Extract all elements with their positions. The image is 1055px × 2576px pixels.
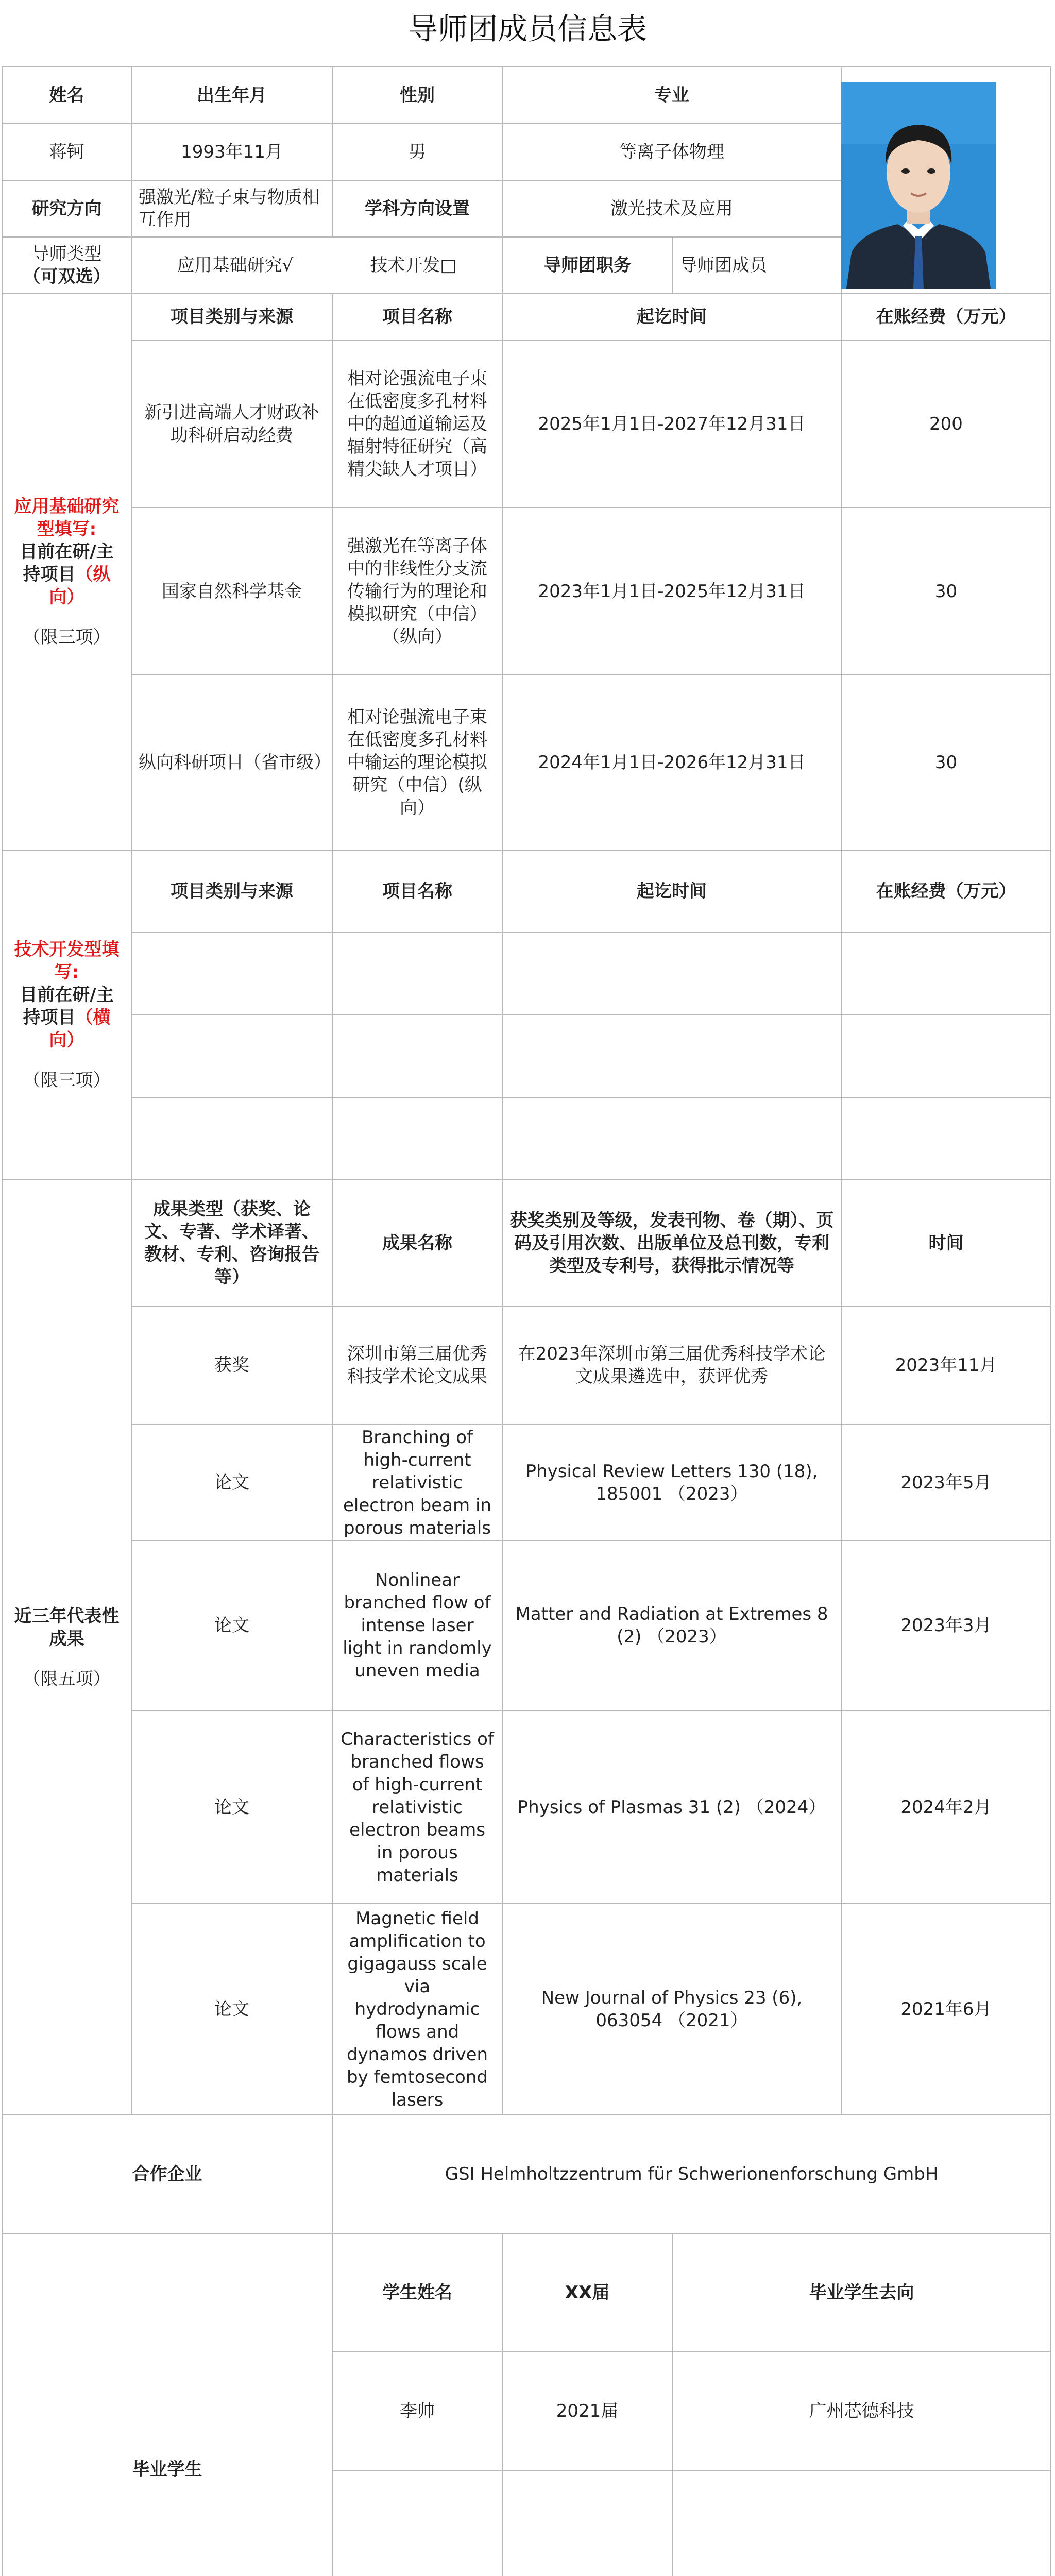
- grad-header-name: 学生姓名: [382, 2282, 452, 2303]
- br-row2-period: 2023年1月1日-2025年12月31日: [538, 581, 806, 602]
- direction-value: 强激光/粒子束与物质相互作用: [139, 187, 320, 230]
- br-header-name: 项目名称: [382, 307, 452, 327]
- birth-label: 出生年月: [197, 85, 267, 106]
- portrait-photo: [841, 82, 996, 289]
- br-row2-name: 强激光在等离子体中的非线性分支流传输行为的理论和模拟研究（中信）（纵向）: [347, 535, 487, 647]
- basic-research-label-line4: 持项目: [23, 564, 76, 585]
- gender-label: 性别: [400, 85, 435, 106]
- ach-row3-type: 论文: [214, 1615, 249, 1636]
- br-row2-source: 国家自然科学基金: [162, 581, 302, 602]
- achievements-label: [2, 1180, 131, 2115]
- basic-research-label-line4-red: （纵: [75, 564, 111, 585]
- name-label: 姓名: [49, 85, 84, 106]
- basic-research-label-line5: 向）: [49, 587, 84, 607]
- mentor-type-options: [131, 237, 502, 294]
- tech-dev-label: [2, 850, 131, 1180]
- ach-header-time: 时间: [928, 1232, 964, 1253]
- ach-row3-name: Nonlinear branched flow of intense laser light in randomly uneven media: [343, 1570, 492, 1681]
- company-label: 合作企业: [132, 2164, 202, 2184]
- ach-row1-type: 获奖: [214, 1355, 249, 1376]
- td-header-period: 起讫时间: [637, 881, 707, 902]
- ach-row3-detail: Matter and Radiation at Extremes 8 (2) （2023）: [515, 1604, 828, 1647]
- br-row1-funds: 200: [929, 413, 963, 434]
- mentor-type-label: [2, 237, 131, 294]
- ach-row2-detail: Physical Review Letters 130 (18), 185001 （2023）: [525, 1461, 818, 1504]
- subject-label: 学科方向设置: [365, 198, 470, 219]
- achievements-label-line2: 成果: [49, 1628, 84, 1649]
- company-value: GSI Helmholtzzentrum für Schwerionenforschung GmbH: [445, 2164, 939, 2184]
- ach-row2-time: 2023年5月: [900, 1472, 992, 1493]
- ach-row5-time: 2021年6月: [900, 1999, 992, 2020]
- option-basic-research[interactable]: 应用基础研究√: [177, 255, 294, 276]
- td-header-funds: 在账经费（万元）: [876, 881, 1016, 902]
- grad-row1-name: 李帅: [400, 2401, 435, 2421]
- ach-row4-type: 论文: [214, 1797, 249, 1818]
- grad-row1-year: 2021届: [556, 2401, 619, 2421]
- basic-research-label-line3: 目前在研/主: [20, 541, 114, 562]
- ach-row1-time: 2023年11月: [895, 1355, 997, 1376]
- ach-row1-detail: 在2023年深圳市第三届优秀科技学术论文成果遴选中，获评优秀: [518, 1344, 826, 1387]
- tech-dev-label-line2: 写:: [54, 962, 79, 982]
- basic-research-limit: （限三项）: [23, 627, 111, 648]
- br-header-source: 项目类别与来源: [171, 307, 293, 327]
- br-row3-name: 相对论强流电子束在低密度多孔材料中输运的理论模拟研究（中信）(纵向）: [347, 707, 487, 818]
- br-row1-period: 2025年1月1日-2027年12月31日: [538, 413, 806, 434]
- option-tech-dev[interactable]: 技术开发□: [370, 255, 457, 276]
- grad-header-year: XX届: [565, 2282, 610, 2303]
- grad-row1-destination: 广州芯德科技: [809, 2401, 914, 2421]
- subject-value: 激光技术及应用: [610, 198, 733, 219]
- ach-row5-type: 论文: [214, 1999, 249, 2020]
- tech-dev-label-line4-red: （横: [75, 1007, 111, 1028]
- tech-dev-label-line5: 向）: [49, 1030, 84, 1050]
- ach-header-detail: 获奖类别及等级，发表刊物、卷（期）、页码及引用次数、出版单位及总刊数，专利类型及专利号，获得批示情况等: [509, 1210, 834, 1276]
- br-row1-source: 新引进高端人才财政补助科研启动经费: [144, 402, 319, 446]
- tech-dev-label-line3: 目前在研/主: [20, 985, 114, 1005]
- ach-row4-time: 2024年2月: [900, 1797, 992, 1818]
- br-row2-funds: 30: [934, 581, 958, 602]
- br-row3-source: 纵向科研项目（省市级）: [139, 752, 331, 773]
- tech-dev-label-line1: 技术开发型填: [14, 939, 120, 960]
- ach-row5-name: Magnetic field amplification to gigagauss scale via hydrodynamic flows and dynamos driven by femtosecond lasers: [346, 1908, 488, 2110]
- ach-header-type: 成果类型（获奖、论文、专著、学术译著、教材、专利、咨询报告等）: [144, 1198, 319, 1287]
- td-header-source: 项目类别与来源: [171, 881, 293, 902]
- mentor-type-label-text: 导师类型: [31, 244, 102, 264]
- mentor-type-note: （可双选）: [23, 266, 111, 287]
- br-row3-funds: 30: [934, 752, 958, 773]
- basic-research-label: [2, 294, 131, 850]
- birth-value: 1993年11月: [181, 142, 283, 162]
- ach-row5-detail: New Journal of Physics 23 (6), 063054 （2021）: [541, 1988, 803, 2031]
- achievements-limit: （限五项）: [23, 1668, 111, 1689]
- ach-row4-name: Characteristics of branched flows of high-current relativistic electron beams in porous materials: [341, 1728, 494, 1886]
- ach-row4-detail: Physics of Plasmas 31 (2) （2024）: [517, 1797, 826, 1818]
- direction-label: 研究方向: [31, 198, 102, 219]
- gender-value: 男: [409, 142, 426, 162]
- basic-research-label-line1: 应用基础研究: [14, 496, 120, 517]
- br-header-period: 起讫时间: [637, 307, 707, 327]
- ach-row2-name: Branching of high-current relativistic electron beam in porous materials: [343, 1427, 491, 1538]
- tech-dev-label-line4: 持项目: [23, 1007, 76, 1028]
- major-label: 专业: [654, 85, 689, 106]
- page-title: 导师团成员信息表: [407, 11, 647, 46]
- role-value: 导师团成员: [679, 255, 767, 276]
- ach-row2-type: 论文: [214, 1472, 249, 1493]
- basic-research-label-line2: 型填写:: [37, 519, 97, 539]
- name-value: 蒋钶: [49, 142, 84, 162]
- grad-header-destination: 毕业学生去向: [809, 2282, 914, 2303]
- role-label: 导师团职务: [543, 255, 631, 276]
- ach-row1-name: 深圳市第三届优秀科技学术论文成果: [347, 1344, 487, 1387]
- achievements-label-line1: 近三年代表性: [14, 1605, 120, 1626]
- br-row1-name: 相对论强流电子束在低密度多孔材料中的超通道输运及辐射特征研究（高精尖缺人才项目）: [347, 368, 487, 480]
- graduates-label: 毕业学生: [132, 2459, 202, 2480]
- ach-header-name: 成果名称: [382, 1232, 452, 1253]
- br-row3-period: 2024年1月1日-2026年12月31日: [538, 752, 806, 773]
- br-header-funds: 在账经费（万元）: [876, 307, 1016, 327]
- td-header-name: 项目名称: [382, 881, 452, 902]
- major-value: 等离子体物理: [619, 142, 724, 162]
- tech-dev-limit: （限三项）: [23, 1070, 111, 1091]
- ach-row3-time: 2023年3月: [900, 1615, 992, 1636]
